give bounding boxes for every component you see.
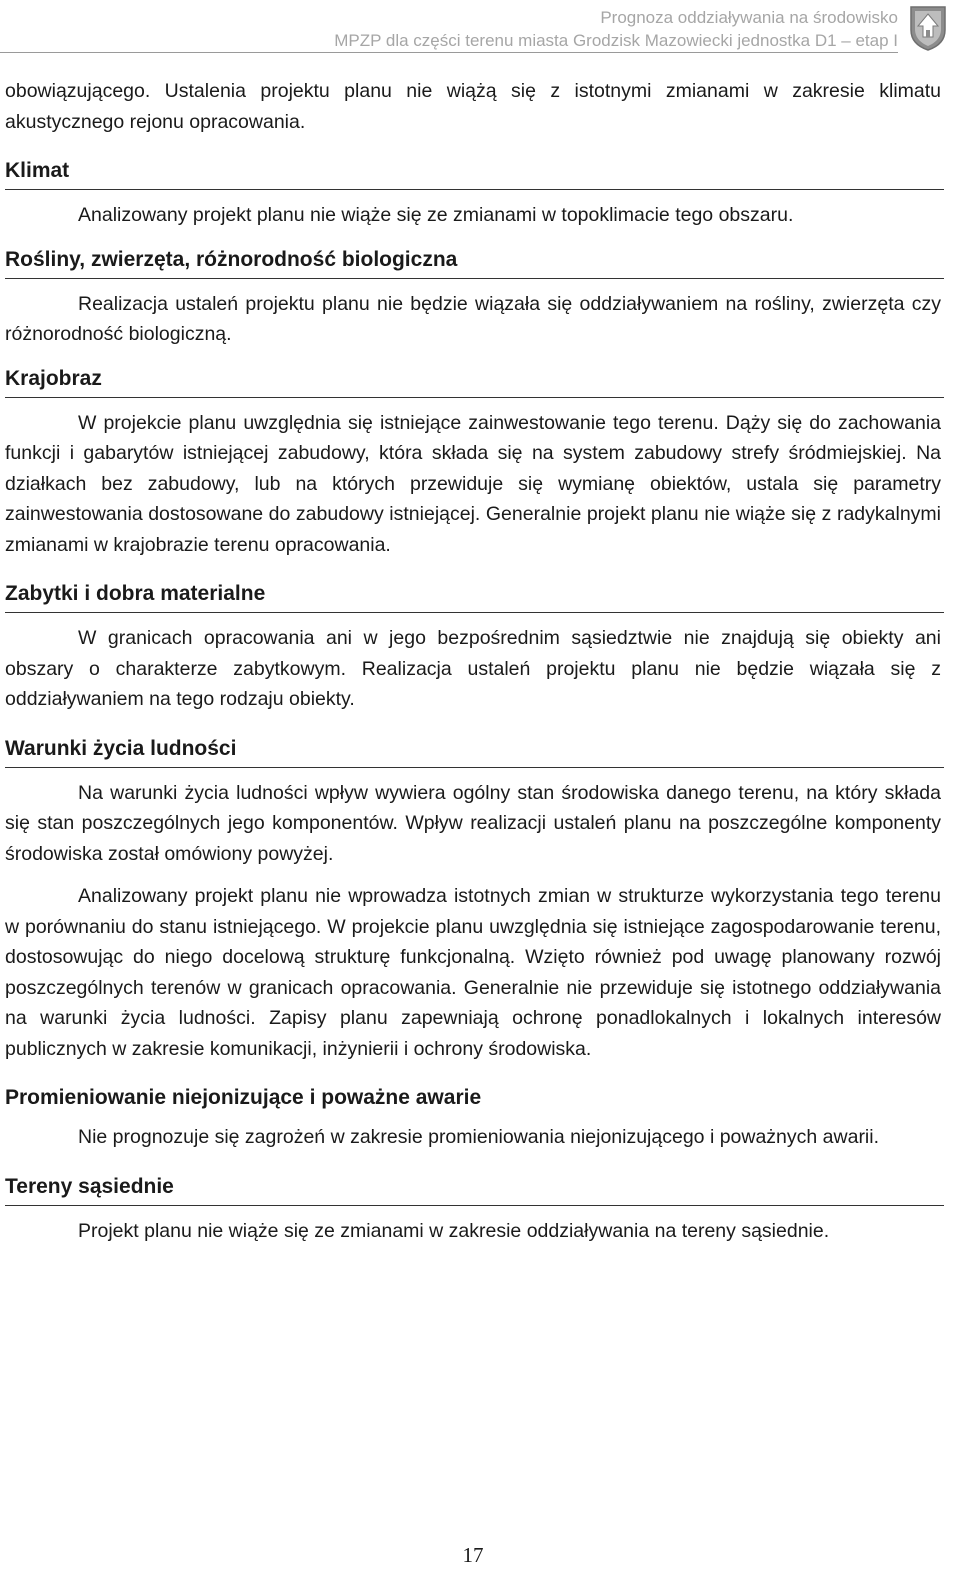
section-heading: Promieniowanie niejonizujące i poważne awarie — [5, 1086, 482, 1109]
section-krajobraz — [5, 365, 941, 561]
section-paragraph: Realizacja ustaleń projektu planu nie będzie wiązała się oddziaływaniem na rośliny, zwierzęta czy różnorodność biologiczną. — [5, 292, 941, 345]
section-paragraph: W granicach opracowania ani w jego bezpośrednim sąsiedztwie nie znajdują się obiekty ani obszary o charakterze zabytkowym. Realizacja ustaleń projektu planu nie będzie wiązała się z oddziaływaniem na tego rodzaju obiekty. — [5, 627, 941, 710]
section-paragraph: Analizowany projekt planu nie wiąże się ze zmianami w topoklimacie tego obszaru. — [78, 204, 794, 226]
section-heading: Tereny sąsiednie — [5, 1173, 944, 1206]
header-title — [334, 6, 898, 52]
section-klimat — [5, 157, 941, 231]
section-warunki-zycia — [5, 735, 941, 1065]
section-zabytki — [5, 580, 941, 715]
section-heading: Klimat — [5, 157, 944, 190]
section-paragraph: Analizowany projekt planu nie wprowadza istotnych zmian w strukturze wykorzystania tego terenu w porównaniu do stanu istniejącego. W projekcie planu uwzględnia się istniejące zagospodarowanie terenu, dostosowując do niego docelową strukturę funkcjonalną. Wzięto również pod uwagę planowany rozwój poszczególnych terenów w granicach opracowania. Generalnie nie przewiduje się istotnego oddziaływania na warunki życia ludności. Zapisy planu zapewniają ochronę ponadlokalnych i lokalnych interesów publicznych w zakresie komunikacji, inżynierii i ochrony środowiska. — [5, 885, 941, 1060]
coat-of-arms-icon — [908, 4, 948, 52]
section-heading: Zabytki i dobra materialne — [5, 580, 944, 613]
document-body — [5, 76, 941, 1246]
header-divider — [0, 52, 898, 53]
section-paragraph: Na warunki życia ludności wpływ wywiera ogólny stan środowiska danego terenu, na który składa się stan poszczególnych jego komponentów. Wpływ realizacji ustaleń planu na poszczególne komponenty środowiska został omówiony powyżej. — [5, 781, 941, 865]
section-promieniowanie — [5, 1084, 941, 1153]
section-tereny-sasiednie — [5, 1173, 941, 1247]
section-paragraph: Projekt planu nie wiąże się ze zmianami w zakresie oddziaływania na tereny sąsiednie. — [78, 1219, 830, 1242]
section-paragraph: Nie prognozuje się zagrożeń w zakresie promieniowania niejonizującego i poważnych awarii. — [78, 1126, 880, 1148]
section-heading: Krajobraz — [5, 365, 944, 398]
header-line-2: MPZP dla części terenu miasta Grodzisk Mazowiecki jednostka D1 – etap I — [334, 31, 898, 50]
section-paragraph: W projekcie planu uwzględnia się istniejące zainwestowanie tego terenu. Dąży się do zachowania funkcji i gabarytów istniejącej zabudowy, która składa się na system zabudowy strefy śródmiejskiej. Na działkach bez zabudowy, lub na których przewiduje się wymianę obiektów, ustala się parametry zainwestowania dostosowane do zabudowy istniejącej. Generalnie projekt planu nie wiąże się z radykalnymi zmianami w krajobrazie terenu opracowania. — [5, 411, 941, 556]
intro-paragraph: obowiązującego. Ustalenia projektu planu nie wiążą się z istotnymi zmianami w zakresie klimatu akustycznego rejonu opracowania. — [5, 80, 941, 133]
section-heading: Warunki życia ludności — [5, 735, 944, 768]
section-heading: Rośliny, zwierzęta, różnorodność biologiczna — [5, 246, 944, 279]
page-number: 17 — [462, 1543, 484, 1567]
page-header — [0, 0, 960, 56]
section-rosliny — [5, 246, 941, 350]
header-line-1: Prognoza oddziaływania na środowisko — [600, 8, 898, 27]
